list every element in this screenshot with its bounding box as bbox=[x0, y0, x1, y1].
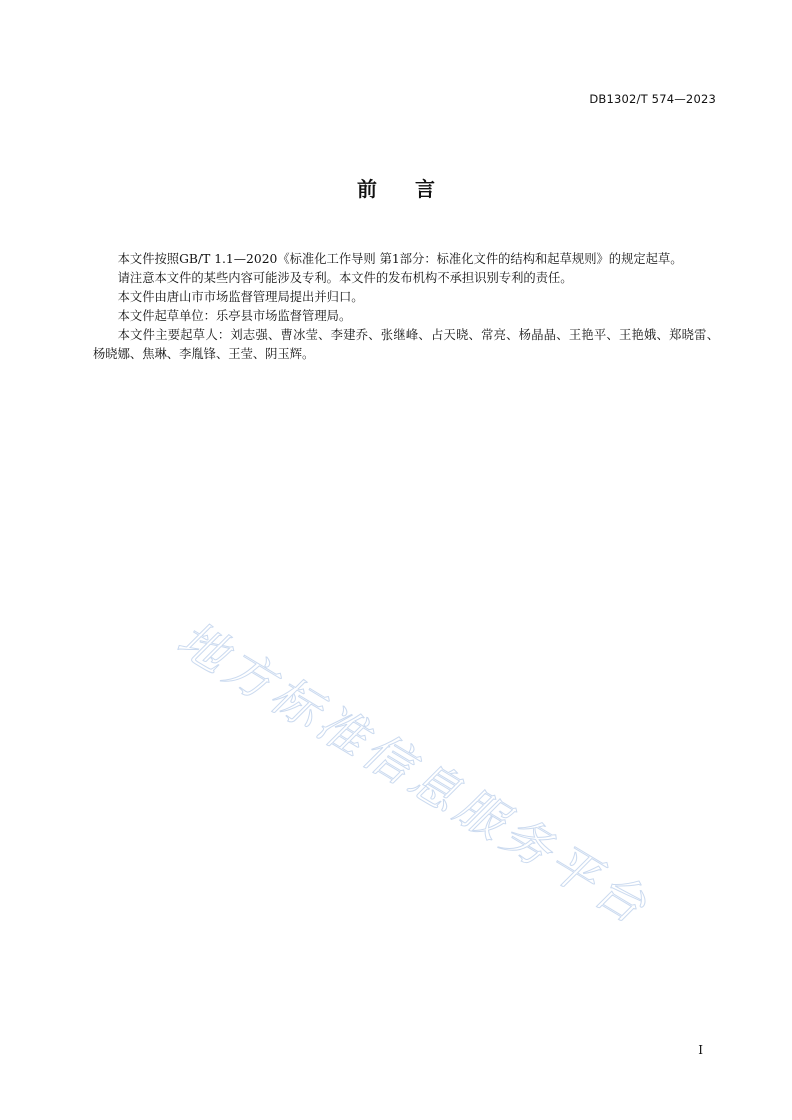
document-code: DB1302/T 574—2023 bbox=[589, 92, 716, 106]
watermark: 地方标准信息服务平台 bbox=[167, 610, 660, 937]
paragraph-patent-notice: 请注意本文件的某些内容可能涉及专利。本文件的发布机构不承担识别专利的责任。 bbox=[117, 271, 573, 285]
paragraph-standard-basis: 本文件按照GB/T 1.1—2020《标准化工作导则 第1部分：标准化文件的结构和起草规则》的规定起草。 bbox=[117, 252, 683, 266]
foreword-body bbox=[93, 250, 719, 364]
page-number: I bbox=[698, 1043, 703, 1057]
paragraph-drafting-unit: 本文件起草单位：乐亭县市场监督管理局。 bbox=[117, 309, 352, 323]
paragraph-drafters: 本文件主要起草人：刘志强、曹冰莹、李建乔、张继峰、占天晓、常亮、杨晶晶、王艳平、王艳娥、郑晓雷、杨晓娜、焦琳、李胤锋、王莹、阴玉辉。 bbox=[93, 328, 719, 361]
paragraph-proposer: 本文件由唐山市市场监督管理局提出并归口。 bbox=[117, 290, 364, 304]
page-title: 前言 bbox=[357, 177, 473, 201]
